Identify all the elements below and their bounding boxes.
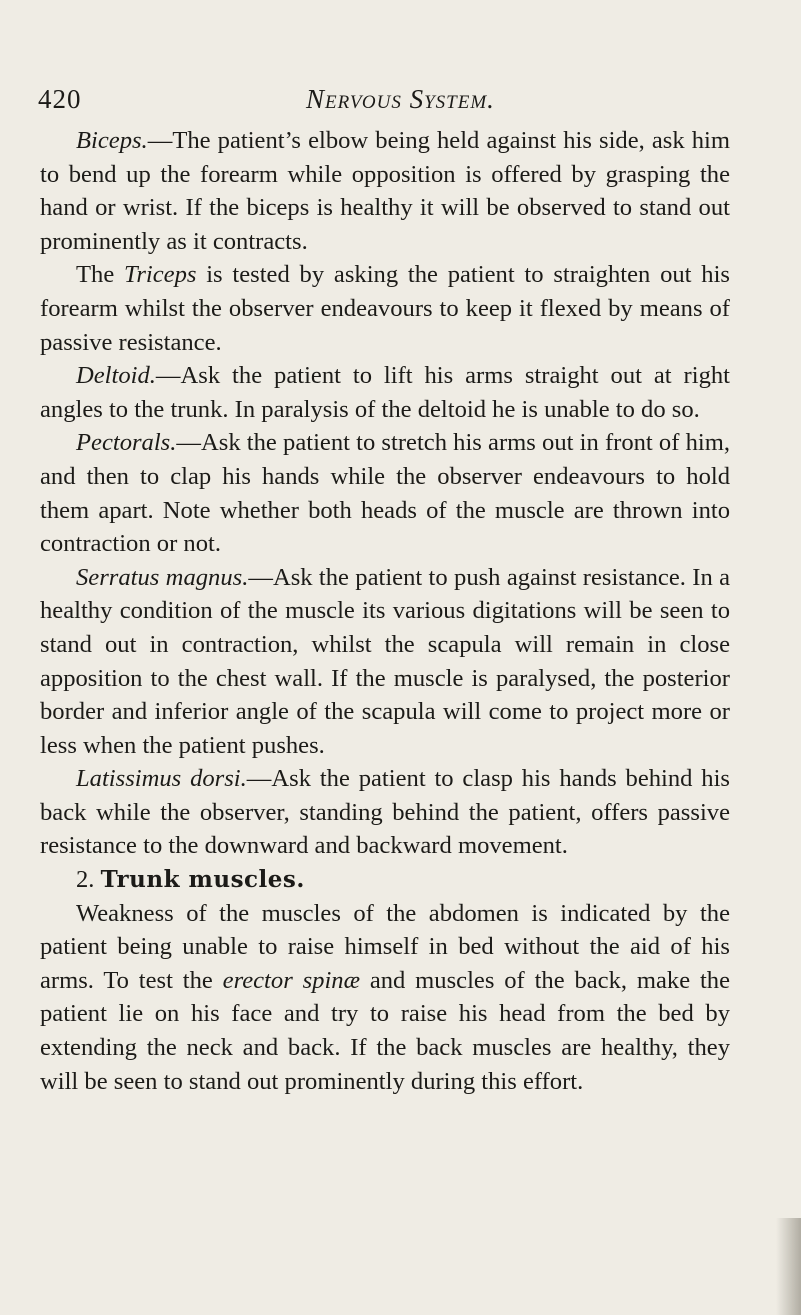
running-head bbox=[38, 84, 738, 118]
term-triceps: Triceps bbox=[124, 261, 197, 289]
term-erector-spinae: erector spinæ bbox=[222, 966, 360, 994]
chapter-title: Nervous System. bbox=[306, 84, 495, 114]
term-deltoid: Deltoid. bbox=[76, 362, 156, 390]
term-latissimus: Latissimus dorsi. bbox=[76, 765, 247, 793]
page-edge-shadow bbox=[776, 1218, 801, 1315]
text-serratus: —Ask the patient to push against resistance. In a healthy condition of the muscle its various digitations will be seen to stand out in contraction, whilst the scapula will remain in close apposition to the chest wall. If the muscle is paralysed, the posterior border and inferior angle of the scapula will come to project more or less when the patient pushes. bbox=[40, 563, 730, 759]
section-number: 2. bbox=[76, 866, 101, 894]
text-biceps: —The patient’s elbow being held against his side, ask him to bend up the forearm while opposition is offered by grasping the hand or wrist. If the biceps is healthy it will be observed to stand out prominently as it contracts. bbox=[40, 127, 730, 255]
paragraph-latissimus bbox=[40, 762, 730, 863]
text-deltoid: —Ask the patient to lift his arms straight out at right angles to the trunk. In paralysis of the deltoid he is unable to do so. bbox=[40, 362, 730, 423]
paragraph-weakness bbox=[40, 897, 730, 1099]
section-heading-trunk bbox=[40, 863, 730, 897]
text-pectorals: —Ask the patient to stretch his arms out in front of him, and then to clap his hands while the observer endeavours to hold them apart. Note whether both heads of the muscle are thrown into contraction or not. bbox=[40, 429, 730, 558]
term-biceps: Biceps. bbox=[76, 127, 148, 154]
section-title: Trunk muscles. bbox=[100, 866, 305, 894]
lead-triceps: The bbox=[76, 261, 125, 289]
paragraph-serratus bbox=[40, 561, 730, 763]
term-serratus: Serratus magnus. bbox=[76, 563, 249, 591]
paragraph-biceps bbox=[40, 124, 730, 258]
text-triceps: is tested by asking the patient to straighten out his forearm whilst the observer endeavours to keep it flexed by means of passive resistance. bbox=[40, 261, 730, 356]
page-number: 420 bbox=[38, 84, 82, 114]
paragraph-triceps bbox=[40, 258, 730, 359]
text-latissimus: —Ask the patient to clasp his hands behind his back while the observer, standing behind the patient, offers passive resistance to the downward and backward movement. bbox=[40, 765, 730, 860]
paragraph-pectorals bbox=[40, 426, 730, 560]
paragraph-deltoid bbox=[40, 359, 730, 426]
text-weakness: and muscles of the back, make the patient lie on his face and try to raise his head from the bed by extending the neck and back. If the back muscles are healthy, they will be seen to stand out prominently during this effort. bbox=[40, 966, 730, 1095]
body-text bbox=[40, 124, 730, 1098]
lead-weakness: Weakness of the muscles of the abdomen is indicated by the patient being unable to raise himself in bed without the aid of his arms. To test the bbox=[40, 899, 730, 994]
term-pectorals: Pectorals. bbox=[76, 429, 177, 457]
